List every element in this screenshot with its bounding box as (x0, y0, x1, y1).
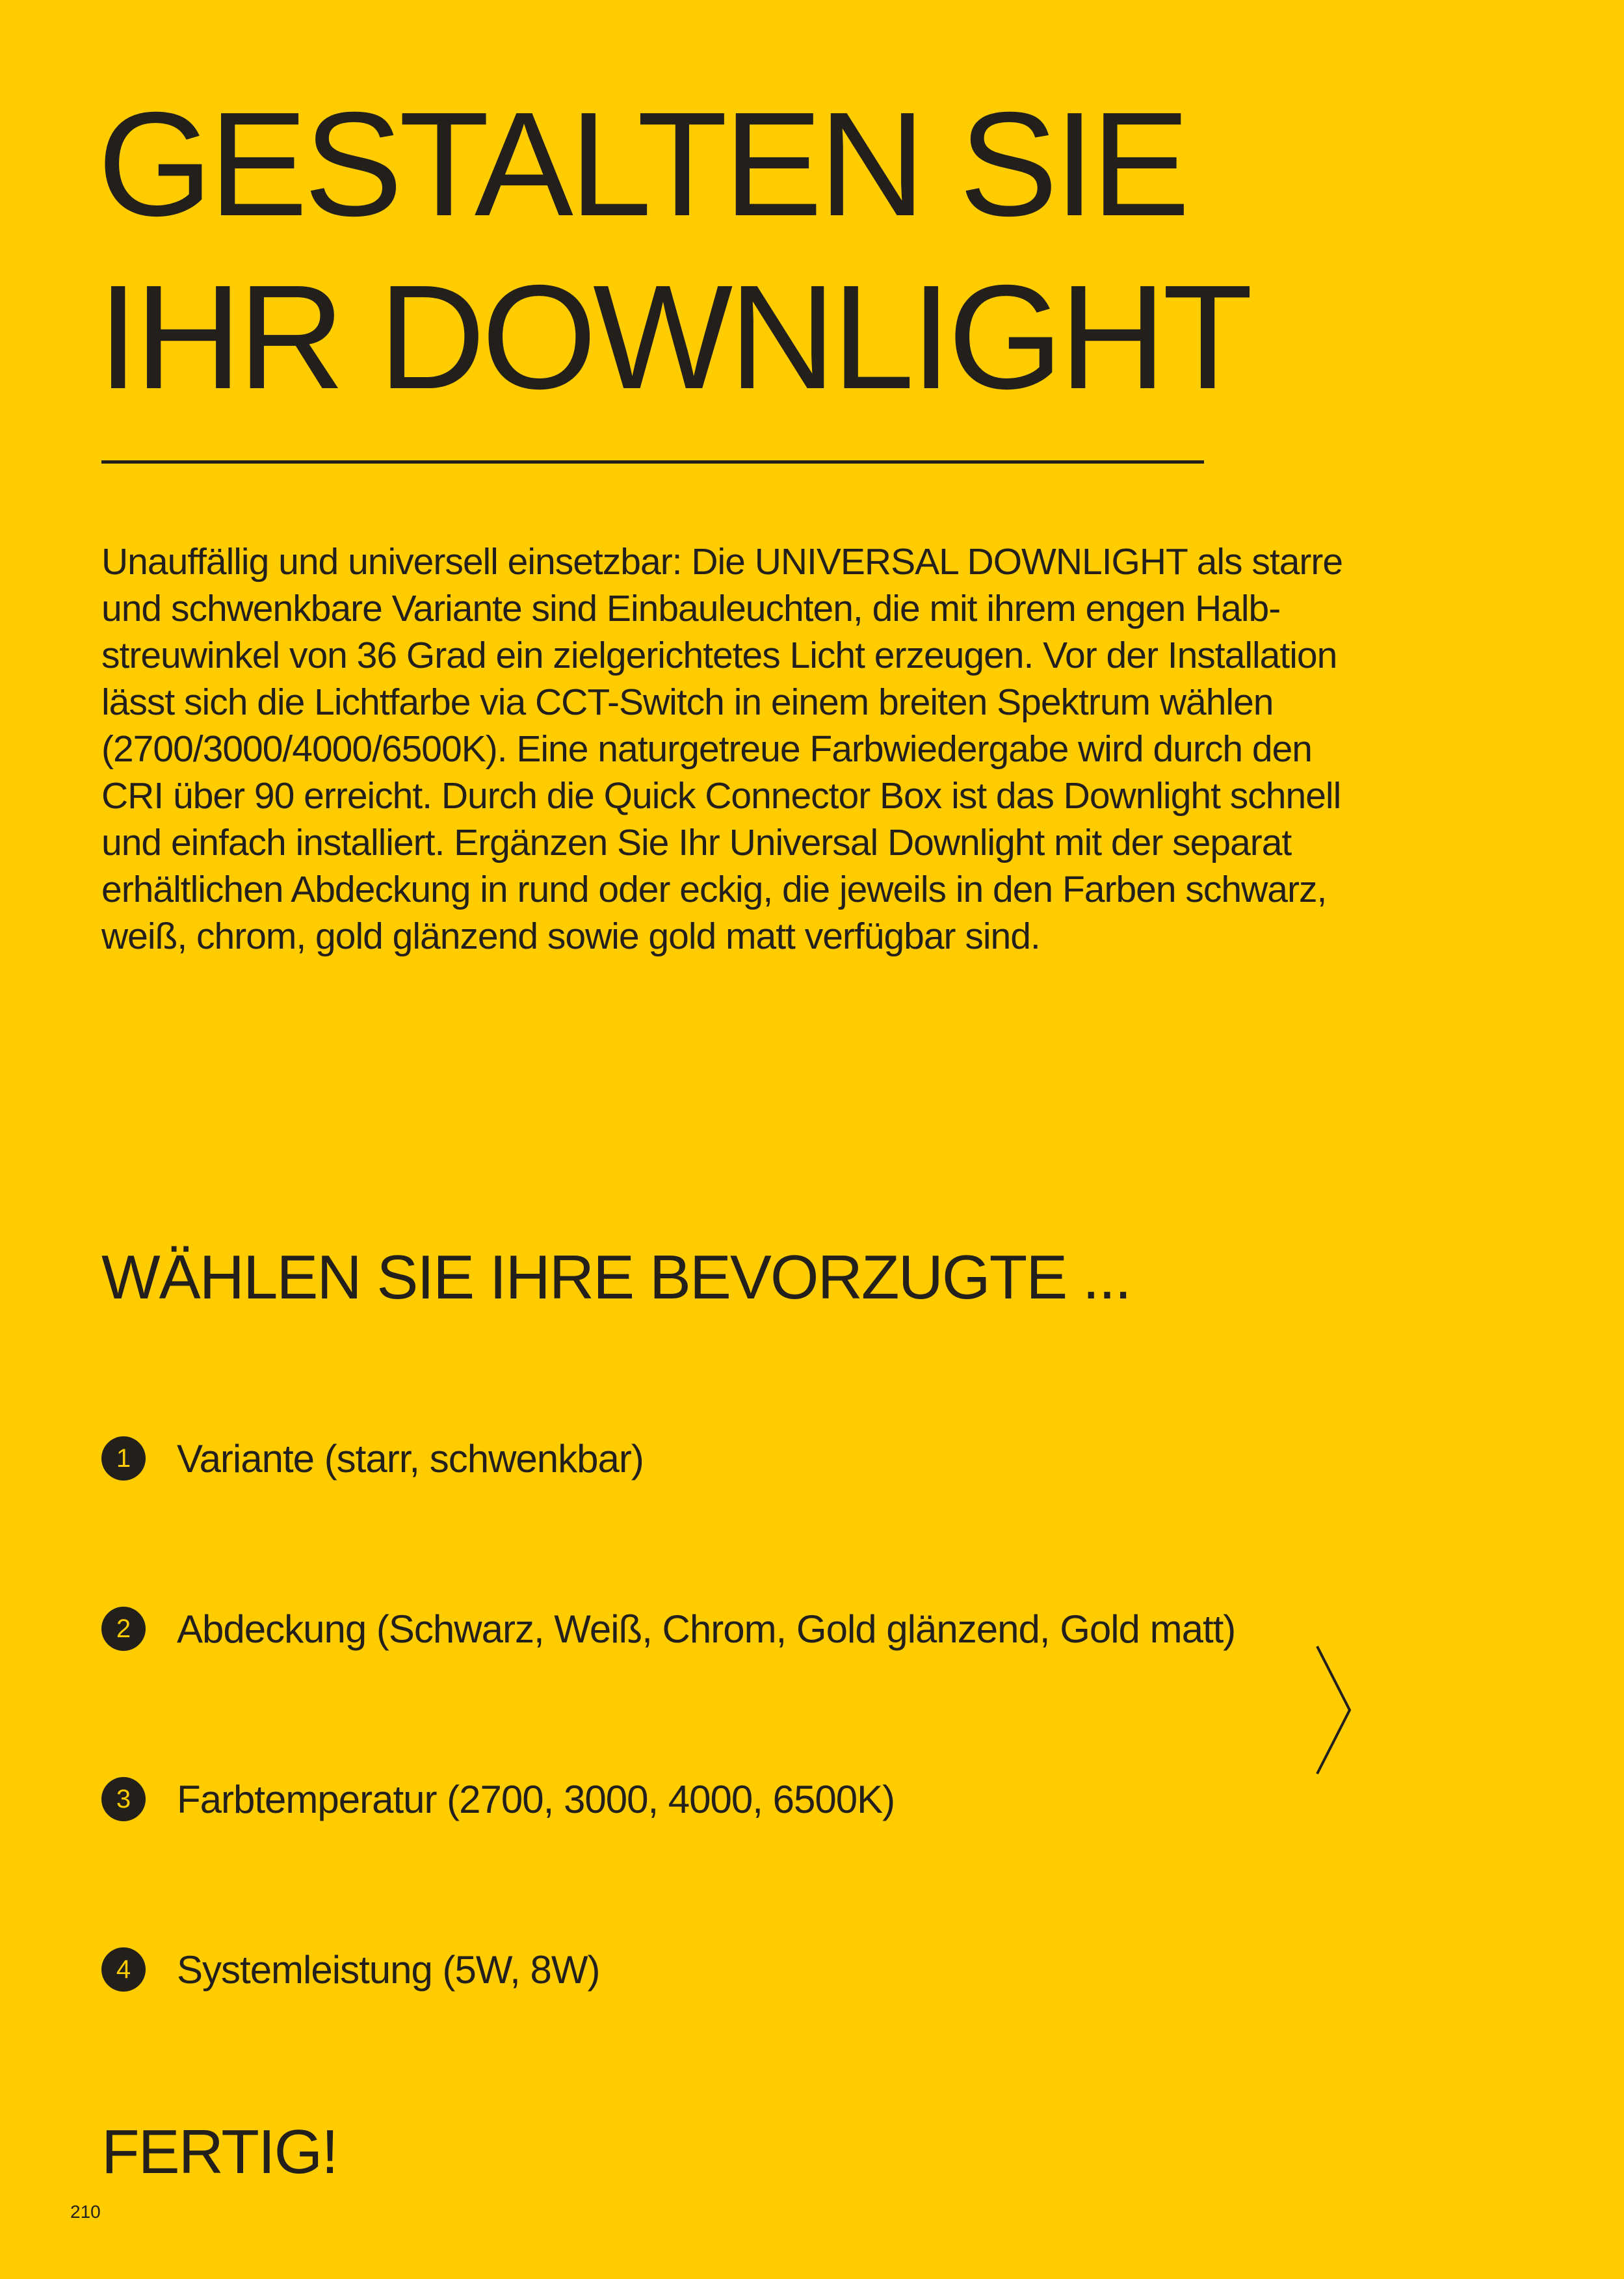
step-label: Systemleistung (5W, 8W) (177, 1947, 600, 1992)
intro-line: (2700/3000/4000/6500K). Eine naturgetreue Farbwiedergabe wird durch den (101, 728, 1312, 770)
configuration-steps (101, 1416, 1235, 2098)
step-label: Farbtemperatur (2700, 3000, 4000, 6500K) (177, 1777, 895, 1821)
step-abdeckung (101, 1587, 1235, 1671)
intro-line: erhältlichen Abdeckung in rund oder eckig, die jeweils in den Farben schwarz, (101, 869, 1327, 910)
step-number-badge: 4 (101, 1947, 146, 1992)
intro-line: streuwinkel von 36 Grad ein zielgerichtetes Licht erzeugen. Vor der Installation (101, 635, 1337, 676)
intro-line: und einfach installiert. Ergänzen Sie Ihr Universal Downlight mit der separat (101, 822, 1292, 863)
title-line-1: GESTALTEN SIE (98, 82, 1186, 247)
step-variante (101, 1416, 1235, 1501)
step-number-badge: 3 (101, 1777, 146, 1821)
page-title (98, 78, 1249, 424)
title-line-2: IHR DOWNLIGHT (98, 255, 1250, 420)
step-number-badge: 1 (101, 1436, 146, 1481)
done-heading: FERTIG! (101, 2117, 337, 2187)
step-label: Variante (starr, schwenkbar) (177, 1436, 644, 1481)
intro-line: CRI über 90 erreicht. Durch die Quick Connector Box ist das Downlight schnell (101, 775, 1341, 817)
intro-line: und schwenkbare Variante sind Einbauleuchten, die mit ihrem engen Halb- (101, 588, 1281, 629)
step-systemleistung (101, 1927, 1235, 2012)
intro-line: lässt sich die Lichtfarbe via CCT-Switch in einem breiten Spektrum wählen (101, 681, 1274, 723)
step-number-badge: 2 (101, 1607, 146, 1651)
intro-line: weiß, chrom, gold glänzend sowie gold matt verfügbar sind. (101, 916, 1040, 957)
title-divider (101, 460, 1204, 464)
intro-paragraph (101, 538, 1473, 960)
chevron-right-icon[interactable] (1307, 1639, 1359, 1782)
step-label: Abdeckung (Schwarz, Weiß, Chrom, Gold glänzend, Gold matt) (177, 1607, 1236, 1651)
section-heading: WÄHLEN SIE IHRE BEVORZUGTE ... (101, 1243, 1131, 1312)
step-farbtemperatur (101, 1757, 1235, 1841)
intro-line: Unauffällig und universell einsetzbar: Die UNIVERSAL DOWNLIGHT als starre (101, 541, 1343, 583)
page-number: 210 (70, 2202, 101, 2222)
